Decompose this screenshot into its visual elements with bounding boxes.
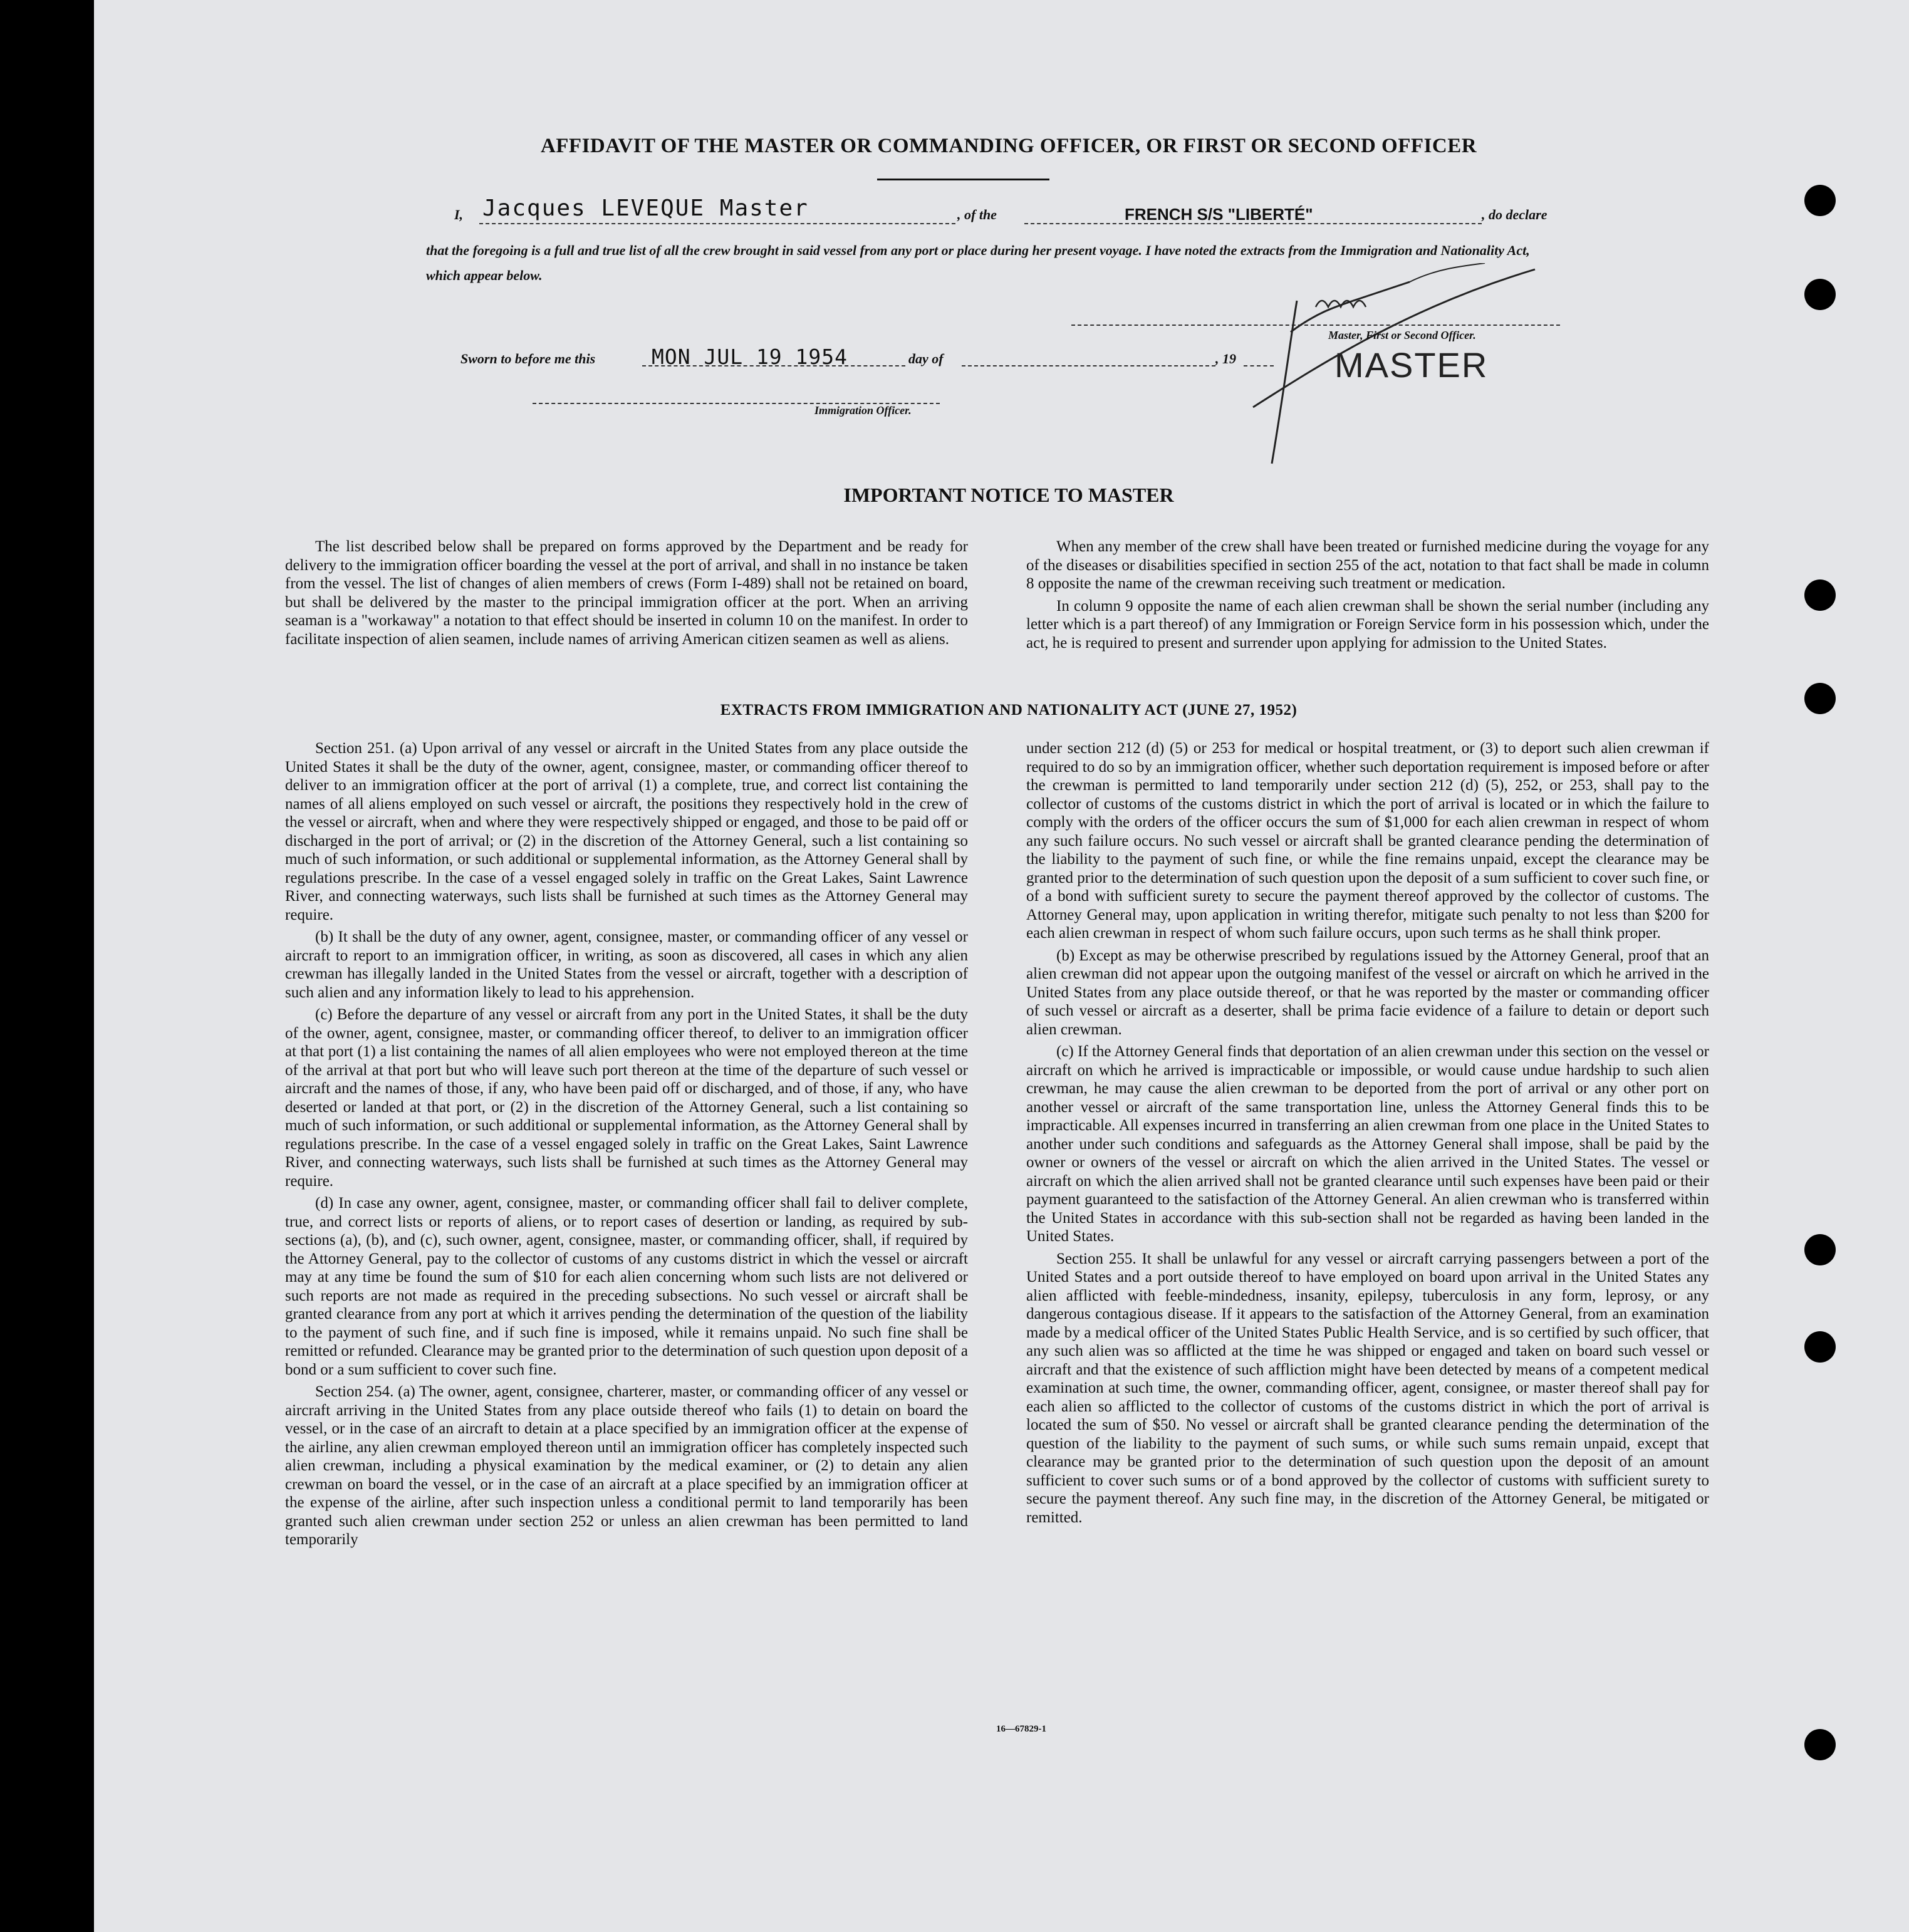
extracts-title: EXTRACTS FROM IMMIGRATION AND NATIONALITY ACT (JUNE 27, 1952) xyxy=(720,702,1298,719)
punch-hole xyxy=(1804,579,1836,611)
punch-hole xyxy=(1804,1729,1836,1760)
immigration-officer-caption: Immigration Officer. xyxy=(814,404,912,417)
extract-paragraph: (d) In case any owner, agent, consignee, master, or commanding officer shall fail to deliver complete, true, and correct lists or reports of aliens, or to report cases of desertion or landing, as required by sub-sections (a), (b), and (c), such owner, agent, consignee, master, or commanding officer, shall, if required by the Attorney General, pay to the collector of customs of any customs district in which the vessel or aircraft may at any time be found the sum of $10 for each alien concerning whom such lists are not delivered or such reports are not made as required in the preceding subsections. No such vessel or aircraft shall be granted clearance from any port at which it arrives pending the determination of the question of the liability to the payment of such fine, and if such fine is imposed, while it remains unpaid. No such fine shall be remitted or refunded. Clearance may be granted prior to the determination of such question upon deposit of a bond or a sum sufficient to cover such fine. xyxy=(285,1195,968,1378)
sworn-label: Sworn to before me this xyxy=(460,351,596,366)
punch-hole xyxy=(1804,683,1836,714)
notice-paragraph: The list described below shall be prepared on forms approved by the Department and be ready for delivery to the immigration officer boarding the vessel at the port of arrival, and shall in no instance be taken from the vessel. The list of changes of alien members of crews (Form I-489) shall not be retained on board, but shall be delivered by the master to the principal immigration officer at the port. When an arriving seaman is a "workaway" a notation to that effect should be inserted in column 10 on the manifest. In order to facilitate inspection of alien seamen, include names of arriving American citizen seamen as well as aliens. xyxy=(285,538,968,648)
notice-title: IMPORTANT NOTICE TO MASTER xyxy=(843,484,1174,506)
declaration-text: that the foregoing is a full and true list of all the crew brought in said vessel from any port or place during her present voyage. I have noted the extracts from the Immigration and Nationality Act, which appear below. xyxy=(426,242,1530,283)
punch-hole xyxy=(1804,1331,1836,1363)
immigration-officer-line xyxy=(533,385,940,404)
day-blank xyxy=(962,348,1215,366)
day-of-label: day of xyxy=(908,351,944,366)
extracts-right-column xyxy=(1026,739,1709,1527)
extract-paragraph: Section 254. (a) The owner, agent, consignee, charterer, master, or commanding officer of any vessel or aircraft arriving in the United States from any place outside thereof who fails (1) to detain on board the vessel, or in the case of an aircraft to detain at a place specified by an immigration officer at the expense of the airline, any alien crewman employed thereon until an immigration officer has completely inspected such alien crewman, including a physical examination by the medical examiner, or (2) to detain any alien crewman on board the vessel, or in the case of an aircraft at a place specified by an immigration officer at the expense of the airline, after such inspection unless a conditional permit to land temporarily has been granted such alien crewman under section 252 or unless an alien crewman has been permitted to land temporarily xyxy=(285,1383,968,1548)
extract-paragraph: Section 255. It shall be unlawful for any vessel or aircraft carrying passengers between a port of the United States and a port outside thereof to have employed on board upon arrival in the United States any alien afflicted with feeble-mindedness, insanity, epilepsy, tuberculosis in any form, leprosy, or any dangerous contagious disease. If it appears to the satisfaction of the Attorney General, from an examination made by a medical officer of the United States Public Health Service, and is so certified by such officer, that any such alien was so afflicted at the time he was shipped or engaged and taken on board such vessel or aircraft and that the existence of such affliction might have been detected by means of a competent medical examination at such time, the owner, commanding officer, agent, consignee, or master thereof shall pay for each alien so afflicted to the collector of customs of the customs district in which the port of arrival is located the sum of $50. No vessel or aircraft shall be granted clearance pending the determination of the question of the liability to the payment of such sums, or while such sums remain unpaid, except that clearance may be granted prior to the determination of such question upon the deposit of an amount sufficient to cover such sums or of a bond approved by the collector of customs with sufficient surety to secure the payment thereof. Any such fine may, in the discretion of the Attorney General, be mitigated or remitted. xyxy=(1026,1250,1709,1526)
of-the-label: , of the xyxy=(957,207,997,222)
signature-caption: Master, First or Second Officer. xyxy=(1328,329,1476,341)
master-name-field: Jacques LEVEQUE Master xyxy=(482,195,809,221)
affidavit-title: AFFIDAVIT OF THE MASTER OR COMMANDING OFFICER, OR FIRST OR SECOND OFFICER xyxy=(540,135,1477,157)
do-declare-label: , do declare xyxy=(1482,207,1547,222)
sworn-date-field: MON JUL 19 1954 xyxy=(652,345,848,369)
master-stamp: MASTER xyxy=(1334,345,1489,385)
year-blank xyxy=(1244,348,1274,366)
title-divider xyxy=(877,179,1049,180)
vessel-name-field: FRENCH S/S "LIBERTÉ" xyxy=(1125,205,1313,224)
extracts-left-column xyxy=(285,739,968,1549)
pronoun-label: I, xyxy=(454,207,464,222)
notice-paragraph: When any member of the crew shall have been treated or furnished medicine during the voyage for any of the diseases or disabilities specified in section 255 of the act, notation to that fact shall be made in column 8 opposite the name of the crewman receiving such treatment or medication. xyxy=(1026,538,1709,592)
notice-right-column xyxy=(1026,538,1709,652)
punch-hole xyxy=(1804,279,1836,310)
extract-paragraph: (b) Except as may be otherwise prescribed by regulations issued by the Attorney General, proof that an alien crewman did not appear upon the outgoing manifest of the vessel or aircraft on which he arrived in the United States from any place outside thereof, or that he was reported by the master or commanding officer of such vessel or aircraft as a deserter, shall be prima facie evidence of a failure to detain or deport such alien crewman. xyxy=(1026,947,1709,1038)
punch-hole xyxy=(1804,185,1836,216)
extract-paragraph: under section 212 (d) (5) or 253 for medical or hospital treatment, or (3) to deport such alien crewman if required to do so by an immigration officer, whether such deportation requirement is imposed before or after the crewman is permitted to land temporarily under section 212 (d) (5), 252, or 253, shall pay to the collector of customs of the customs district in which the port of arrival is located or in which the failure to comply with the orders of the officer occurs the sum of $1,000 for each alien crewman in respect of whom any such failure occurs. No such vessel or aircraft shall be granted clearance pending the determination of the liability to the payment of such fine, or while the fine remains unpaid, except the clearance may be granted prior to the determination of such question upon the deposit of a sum sufficient to cover such fine, or of a bond with sufficient surety to secure the payment thereof approved by the collector of customs. The Attorney General may, upon application in writing therefor, mitigate such penalty to not less than $200 for each alien crewman in respect of whom such failure occurs, upon such terms as he shall think proper. xyxy=(1026,740,1709,942)
punch-hole xyxy=(1804,1234,1836,1265)
extract-paragraph: (c) Before the departure of any vessel or aircraft from any port in the United States, it shall be the duty of the owner, agent, consignee, master, or commanding officer thereof, to deliver to an immigration officer at that port (1) a list containing the names of all alien employees who were not employed thereon at the time of the arrival at that port but who will leave such port thereon at the time of the departure of such vessel or aircraft and the names of those, if any, who have been paid off or discharged, and of those, if any, who have deserted or landed at that port, or (2) in the discretion of the Attorney General, such a list containing so much of such information, or such additional or supplemental information, as the Attorney General shall by regulations prescribe. In the case of a vessel engaged solely in traffic on the Great Lakes, Saint Lawrence River, and connecting waterways, such lists shall be furnished at such times as the Attorney General may require. xyxy=(285,1006,968,1190)
extract-paragraph: (b) It shall be the duty of any owner, agent, consignee, master, or commanding officer of any vessel or aircraft to report to an immigration officer, in writing, as soon as discovered, all cases in which any alien crewman has illegally landed in the United States from the vessel or aircraft, together with a description of such alien and any information likely to lead to his apprehension. xyxy=(285,928,968,1001)
form-number: 16—67829-1 xyxy=(996,1724,1046,1734)
year-prefix-label: , 19 xyxy=(1215,351,1236,366)
notice-left-column xyxy=(285,538,968,648)
notice-paragraph: In column 9 opposite the name of each alien crewman shall be shown the serial number (including any letter which is a part thereof) of any Immigration or Foreign Service form in his possession which, under the act, he is required to present and surrender upon applying for admission to the United States. xyxy=(1026,597,1709,652)
extract-paragraph: (c) If the Attorney General finds that deportation of an alien crewman under this section on the vessel or aircraft on which he arrived is impracticable or impossible, or would cause undue hardship to such alien crewman, he may cause the alien crewman to be deported from the port of arrival or any other port on another vessel or aircraft of the same transportation line, unless the Attorney General finds this to be impracticable. All expenses incurred in transferring an alien crewman from one place in the United States to another under such conditions and safeguards as the Attorney General shall impose, shall be paid by the owner or owners of the vessel or aircraft on which the alien arrived in the United States. The vessel or aircraft on which the alien arrived shall not be granted clearance until such expenses have been paid or their payment guaranteed to the satisfaction of the Attorney General. An alien crewman who is transferred within the United States in accordance with this sub-section shall not be regarded as having been landed in the United States. xyxy=(1026,1043,1709,1245)
extract-paragraph: Section 251. (a) Upon arrival of any vessel or aircraft in the United States from any place outside the United States it shall be the duty of the owner, agent, consignee, master, or commanding officer thereof to deliver to an immigration officer at the port of arrival (1) a complete, true, and correct list containing the names of all aliens employed on such vessel or aircraft, the positions they respectively hold in the crew of the vessel or aircraft, when and where they were respectively shipped or engaged, and those to be paid off or discharged in the port of arrival; or (2) in the discretion of the Attorney General, such a list containing so much of such information, or such additional or supplemental information, as the Attorney General shall by regulations prescribe. In the case of a vessel engaged solely in traffic on the Great Lakes, Saint Lawrence River, and connecting waterways, such lists shall be furnished at such times as the Attorney General may require. xyxy=(285,740,968,923)
